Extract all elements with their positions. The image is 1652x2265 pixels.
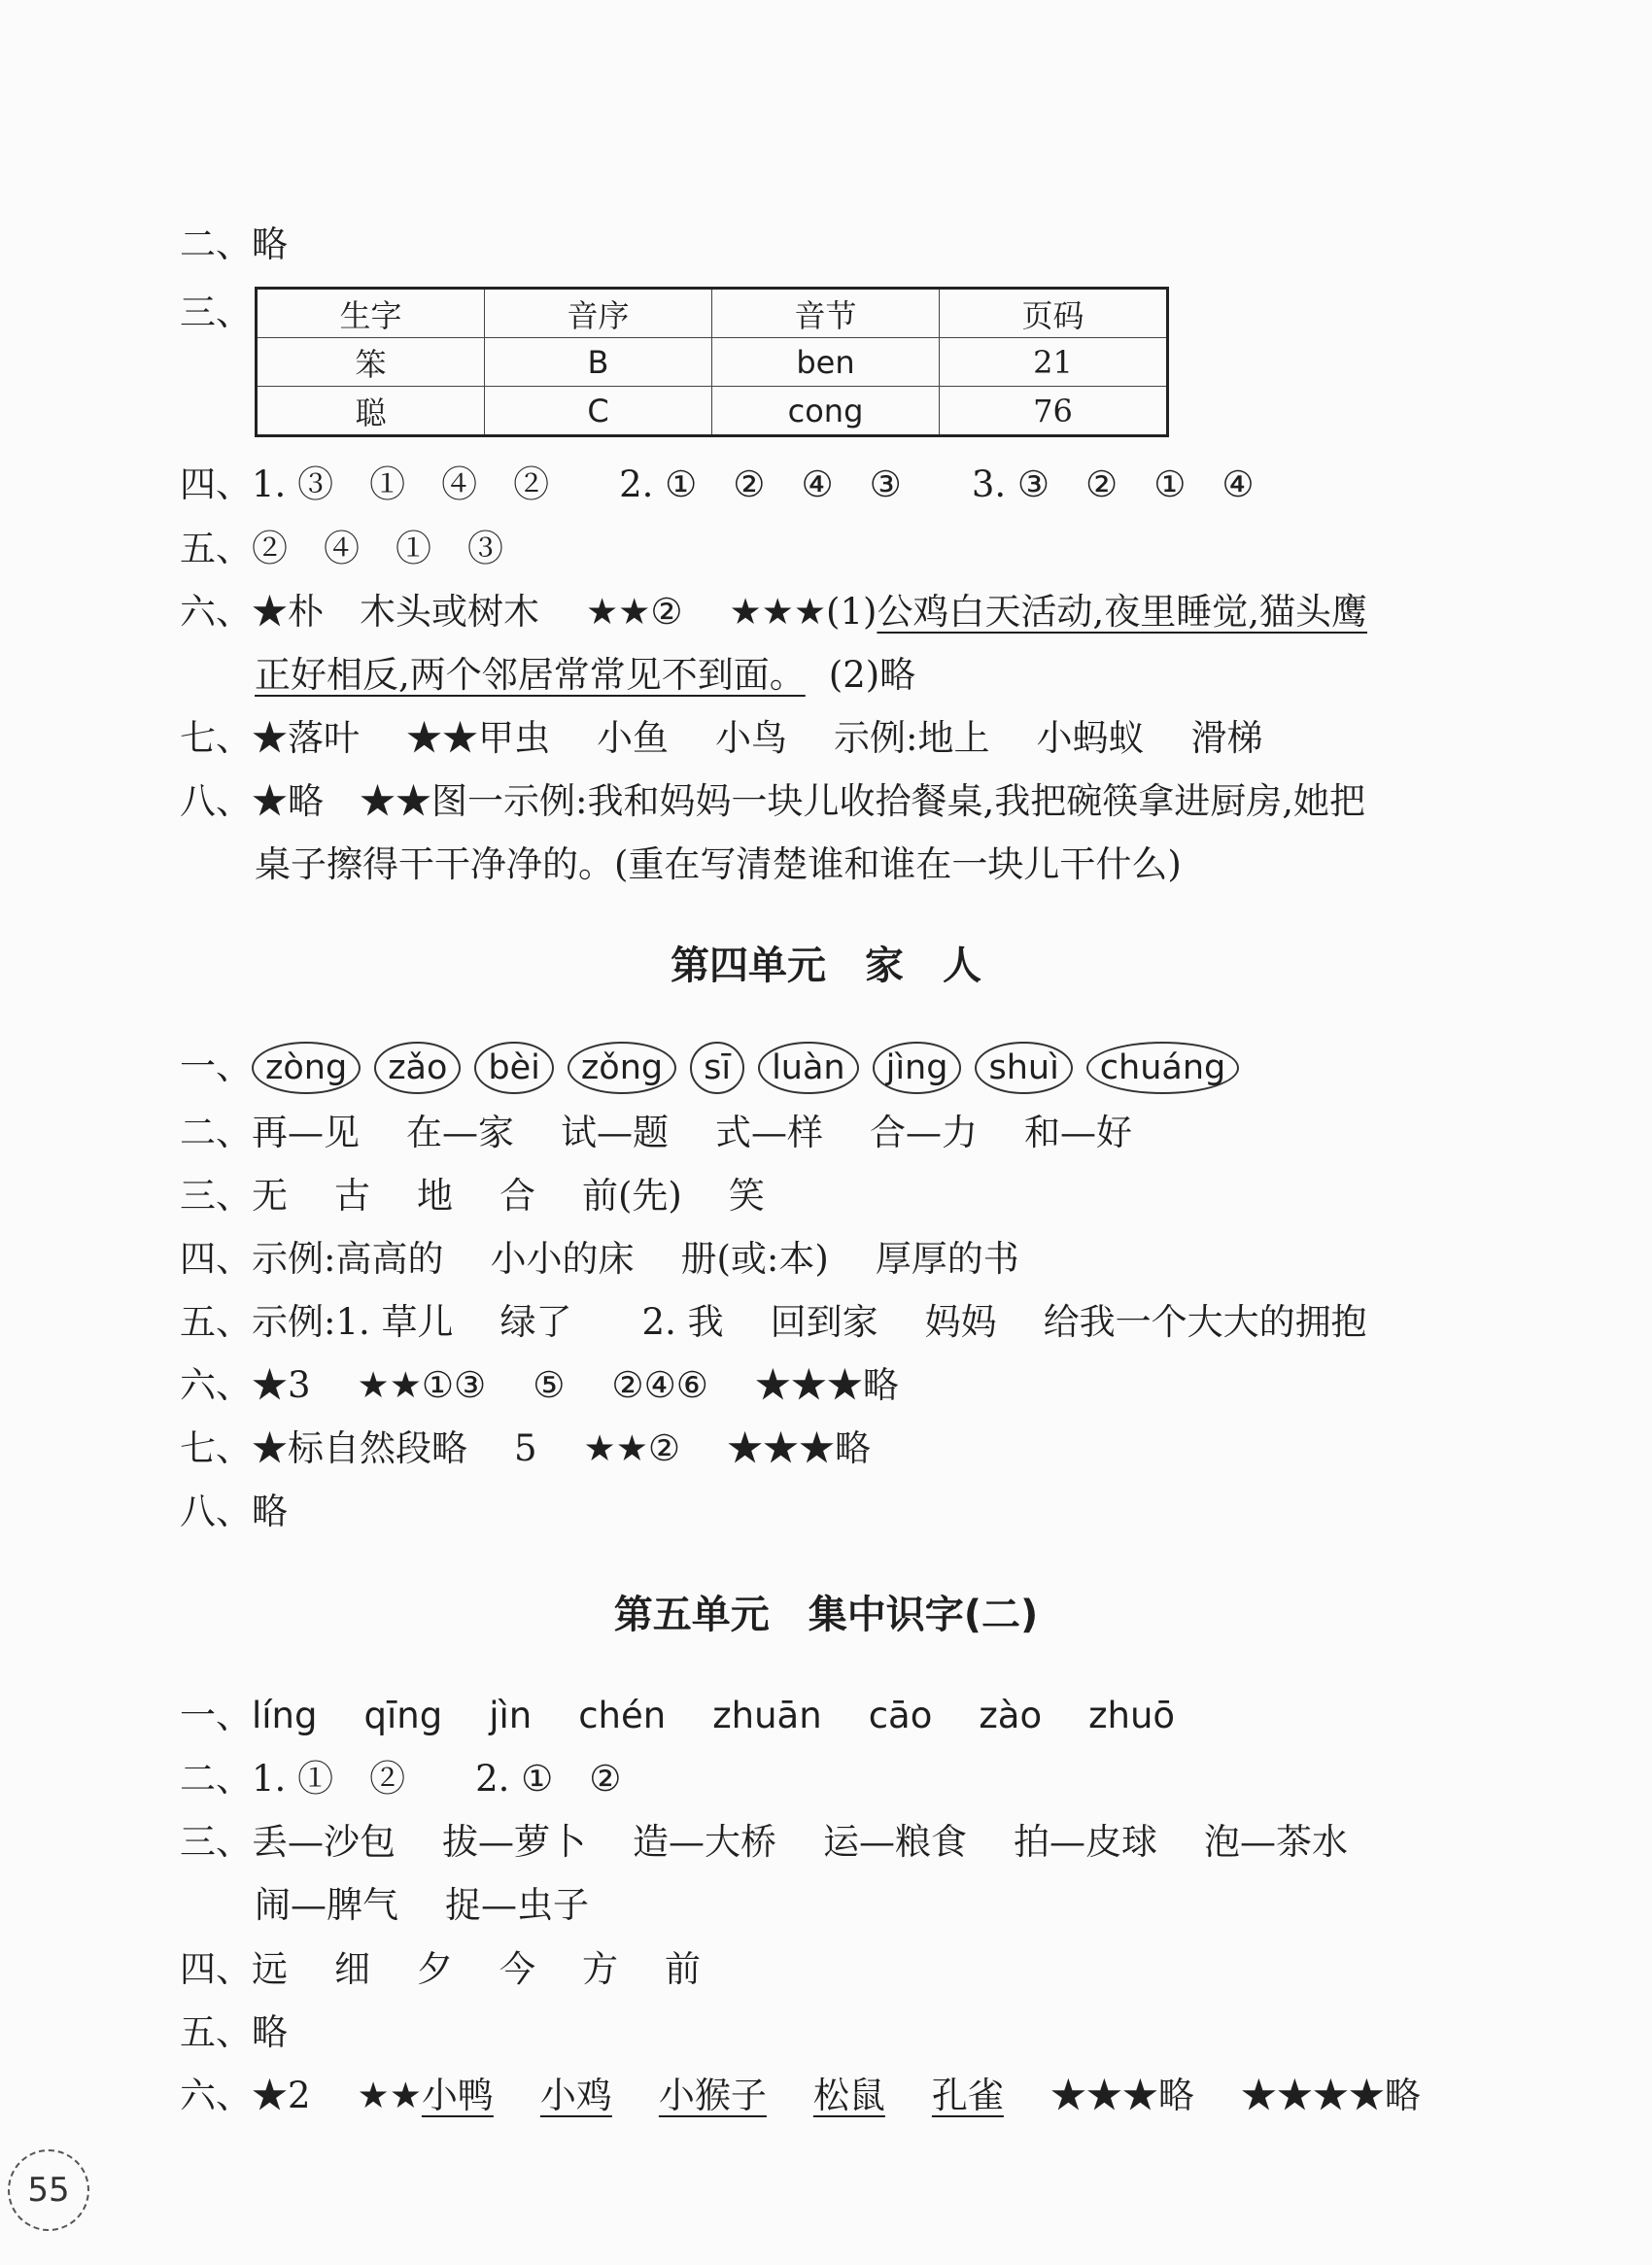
table-header: 生字 <box>257 289 485 338</box>
table-cell: 21 <box>940 338 1168 387</box>
answer-part: 泡—茶水 <box>1204 1821 1348 1863</box>
table-cell: C <box>485 387 712 436</box>
unit5-yi <box>180 1693 1175 1739</box>
answer-part: 拔—萝卜 <box>442 1821 586 1863</box>
answer-part: 试—题 <box>561 1112 669 1153</box>
table-cell: 笨 <box>257 338 485 387</box>
table-row <box>257 338 1168 387</box>
answer-part: 册(或:本) <box>680 1238 829 1280</box>
table-row <box>257 387 1168 436</box>
answer-part: ②④⑥ <box>611 1364 708 1406</box>
pinyin-oval: zǒng <box>568 1042 676 1094</box>
underlined-answer: 正好相反,两个邻居常常见不到面。 <box>255 654 806 696</box>
table-cell: 聪 <box>257 387 485 436</box>
answer-part: 2. ① ② <box>475 1758 622 1800</box>
underlined-answer: 松鼠 <box>812 2075 885 2116</box>
answer-part: 古 <box>334 1175 370 1217</box>
answer-part: ★★★(1) <box>729 591 878 633</box>
answer-part: 运—粮食 <box>823 1821 967 1863</box>
unit4-liu <box>180 1362 899 1409</box>
answer-part: 四、1. ③ ① ④ ② <box>180 463 550 505</box>
unit4-title: 第四单元 家 人 <box>671 944 981 988</box>
unit4-wu <box>180 1299 1367 1346</box>
unit4-er <box>180 1110 1132 1156</box>
answer-part: 在—家 <box>406 1112 514 1153</box>
unit5-title: 第五单元 集中识字(二) <box>613 1593 1039 1637</box>
answer-si <box>180 462 1255 508</box>
pinyin: chén <box>578 1695 667 1736</box>
answer-part: 二、再—见 <box>180 1112 360 1153</box>
underlined-answer: 孔雀 <box>931 2075 1004 2116</box>
underlined-answer: 小猴子 <box>658 2075 767 2116</box>
underlined-answer: 小鸡 <box>539 2075 612 2116</box>
answer-part: 闹—脾气 <box>255 1884 398 1926</box>
answer-part: 式—样 <box>715 1112 823 1153</box>
answer-part: ★★ <box>357 2075 422 2116</box>
table-header: 音节 <box>712 289 940 338</box>
answer-part: 给我一个大大的拥抱 <box>1043 1301 1367 1343</box>
answer-qi <box>180 715 1262 762</box>
answer-part: 拍—皮球 <box>1014 1821 1157 1863</box>
unit5-si <box>180 1946 701 1993</box>
answer-part: 3. ③ ② ① ④ <box>971 463 1255 505</box>
answer-part: 小鸟 <box>715 717 787 759</box>
answer-part: 2. 我 <box>641 1301 724 1343</box>
pinyin-oval: luàn <box>758 1042 859 1094</box>
answer-part: (2)略 <box>828 654 916 696</box>
answer-part: 小小的床 <box>490 1238 635 1280</box>
answer-liu-cont <box>255 652 915 699</box>
table-cell: ben <box>712 338 940 387</box>
answer-part: 2. ① ② ④ ③ <box>619 463 902 505</box>
answer-part: 三、无 <box>180 1175 288 1217</box>
answer-ba: 八、★略 ★★图一示例:我和妈妈一块儿收拾餐桌,我把碗筷拿进厨房,她把 <box>180 780 1365 822</box>
answer-wu: 五、② ④ ① ③ <box>180 528 503 569</box>
answer-part: 示例:地上 <box>834 717 990 759</box>
pinyin-oval: jìng <box>873 1042 962 1094</box>
answer-part: ★★② <box>583 1427 681 1469</box>
underlined-answer: 公鸡白天活动,夜里睡觉,猫头鹰 <box>877 591 1367 633</box>
answer-part: 前(先) <box>582 1175 682 1217</box>
pinyin-oval: chuáng <box>1086 1042 1239 1094</box>
underlined-answer: 小鸭 <box>421 2075 494 2116</box>
pinyin: zhuō <box>1088 1695 1176 1736</box>
unit4-si <box>180 1236 1019 1283</box>
answer-part: 方 <box>582 1948 618 1990</box>
answer-label: 一、 <box>180 1695 252 1736</box>
unit4-ba: 八、略 <box>180 1491 288 1532</box>
answer-part: 细 <box>334 1948 370 1990</box>
answer-part: 七、★落叶 <box>180 717 360 759</box>
answer-part: 四、示例:高高的 <box>180 1238 444 1280</box>
answer-part: 厚厚的书 <box>875 1238 1019 1280</box>
answer-er: 二、略 <box>180 223 288 265</box>
unit5-er <box>180 1756 621 1802</box>
answer-part: 妈妈 <box>924 1301 997 1343</box>
answer-part: 七、★标自然段略 <box>180 1427 467 1469</box>
answer-part: ★★★略 <box>1050 2075 1194 2116</box>
answer-part: ★★★略 <box>727 1427 872 1469</box>
answer-part: 笑 <box>728 1175 765 1217</box>
unit4-qi <box>180 1425 871 1472</box>
answer-part: 5 <box>514 1427 537 1469</box>
answer-part: 滑梯 <box>1190 717 1263 759</box>
answer-part: 小鱼 <box>597 717 669 759</box>
answer-part: 夕 <box>417 1948 453 1990</box>
table-header: 音序 <box>485 289 712 338</box>
unit5-wu: 五、略 <box>180 2011 288 2053</box>
table-cell: B <box>485 338 712 387</box>
answer-part: 造—大桥 <box>633 1821 776 1863</box>
answer-part: 绿了 <box>499 1301 572 1343</box>
pinyin: líng <box>252 1695 318 1736</box>
table-header-row <box>257 289 1168 338</box>
answer-part: 小蚂蚁 <box>1036 717 1145 759</box>
answer-part: ★★①③ <box>357 1364 487 1406</box>
answer-part: 五、示例:1. 草儿 <box>180 1301 454 1343</box>
table-header: 页码 <box>940 289 1168 338</box>
char-table <box>255 287 1169 437</box>
answer-san-label: 三、 <box>180 292 252 333</box>
unit5-san-cont <box>255 1882 589 1929</box>
pinyin-oval: sī <box>690 1042 744 1094</box>
pinyin: qīng <box>363 1695 443 1736</box>
answer-part: ★★② <box>586 591 683 633</box>
answer-part: ★★★★略 <box>1240 2075 1421 2116</box>
pinyin: cāo <box>868 1695 933 1736</box>
pinyin-oval: bèi <box>474 1042 553 1094</box>
answer-part: 今 <box>499 1948 535 1990</box>
answer-ba-cont: 桌子擦得干干净净的。(重在写清楚谁和谁在一块儿干什么) <box>255 843 1182 885</box>
unit4-yi <box>180 1042 1253 1094</box>
answer-part: 和—好 <box>1024 1112 1132 1153</box>
pinyin-oval: shuì <box>975 1042 1072 1094</box>
pinyin: zào <box>979 1695 1043 1736</box>
answer-part: 三、丢—沙包 <box>180 1821 396 1863</box>
answer-part: ★★★略 <box>754 1364 899 1406</box>
answer-part: 四、远 <box>180 1948 288 1990</box>
unit5-liu <box>180 2073 1421 2119</box>
table-cell: 76 <box>940 387 1168 436</box>
unit5-san <box>180 1819 1348 1866</box>
pinyin-oval: zòng <box>252 1042 361 1094</box>
page-number: 55 <box>8 2149 89 2231</box>
answer-part: 六、★2 <box>180 2075 311 2116</box>
table-cell: cong <box>712 387 940 436</box>
answer-part: 前 <box>665 1948 701 1990</box>
answer-part: 地 <box>417 1175 453 1217</box>
answer-part: 六、★3 <box>180 1364 311 1406</box>
pinyin: zhuān <box>712 1695 822 1736</box>
pinyin: jìn <box>489 1695 533 1736</box>
answer-part: ★★甲虫 <box>406 717 550 759</box>
answer-part: 捉—虫子 <box>445 1884 589 1926</box>
pinyin-oval: zǎo <box>374 1042 461 1094</box>
answer-part: 合 <box>499 1175 535 1217</box>
answer-liu <box>180 589 1367 635</box>
answer-part: 六、★朴 木头或树木 <box>180 591 539 633</box>
answer-part: 合—力 <box>870 1112 978 1153</box>
answer-part: 回到家 <box>770 1301 878 1343</box>
answer-part: ⑤ <box>533 1364 566 1406</box>
unit4-san <box>180 1173 765 1219</box>
answer-label: 一、 <box>180 1046 252 1087</box>
answer-part: 二、1. ① ② <box>180 1758 406 1800</box>
